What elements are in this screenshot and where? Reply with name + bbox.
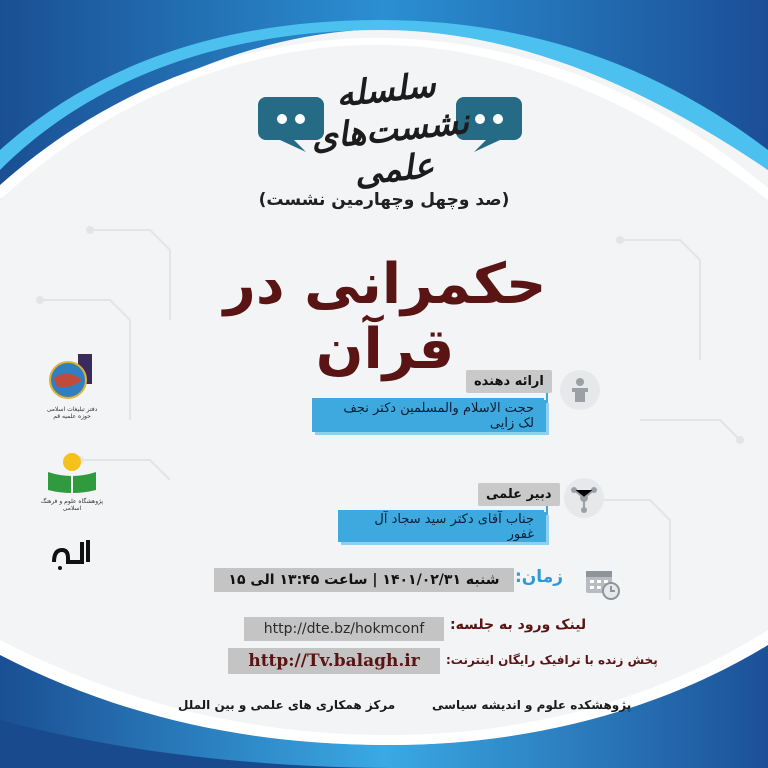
- presenter-name: [312, 400, 546, 432]
- logo-3: [48, 532, 96, 576]
- network-nodes-icon: [564, 478, 604, 518]
- session-number: (صد وچهل وچهارمین نشست): [258, 190, 510, 210]
- live-stream-link[interactable]: http://Tv.balagh.ir: [228, 648, 440, 674]
- series-title: سلسله نشست‌های علمی: [309, 65, 471, 194]
- time-label: زمان:: [515, 567, 564, 587]
- join-link[interactable]: http://dte.bz/hokmconf: [244, 617, 444, 641]
- globe-emblem-icon: [40, 350, 104, 402]
- logo-1: [40, 350, 104, 420]
- logo-2: [40, 450, 104, 512]
- book-sun-emblem-icon: [40, 450, 104, 494]
- secretary-name-text: جناب آقای دکتر سید سجاد آل غفور: [374, 512, 534, 542]
- presenter-label: ارائه دهنده: [466, 370, 552, 393]
- podium-speaker-icon: [560, 370, 600, 410]
- lecture-title: حکمرانی در قرآن: [223, 252, 547, 382]
- secretary-name: [338, 512, 546, 542]
- logo-1-caption: دفتر تبلیغات اسلامی حوزه علمیه قم: [46, 406, 98, 420]
- logo-2-caption: پژوهشگاه علوم و فرهنگ اسلامی: [40, 498, 104, 512]
- live-stream-label: پخش زنده با ترافیک رایگان اینترنت:: [446, 653, 658, 667]
- calendar-clock-icon: [584, 566, 620, 604]
- footer-left-org: مرکز همکاری های علمی و بین الملل: [178, 698, 396, 712]
- balagh-logo-icon: [48, 532, 96, 572]
- time-value: شنبه ۱۴۰۱/۰۲/۳۱ | ساعت ۱۳:۴۵ الی ۱۵: [214, 568, 514, 592]
- presenter-name-text: حجت الاسلام والمسلمین دکتر نجف لک زایی: [343, 401, 534, 431]
- footer-right-org: پژوهشکده علوم و اندیشه سیاسی: [432, 698, 632, 712]
- secretary-label: دبیر علمی: [478, 483, 560, 506]
- join-link-label: لینک ورود به جلسه:: [450, 617, 587, 633]
